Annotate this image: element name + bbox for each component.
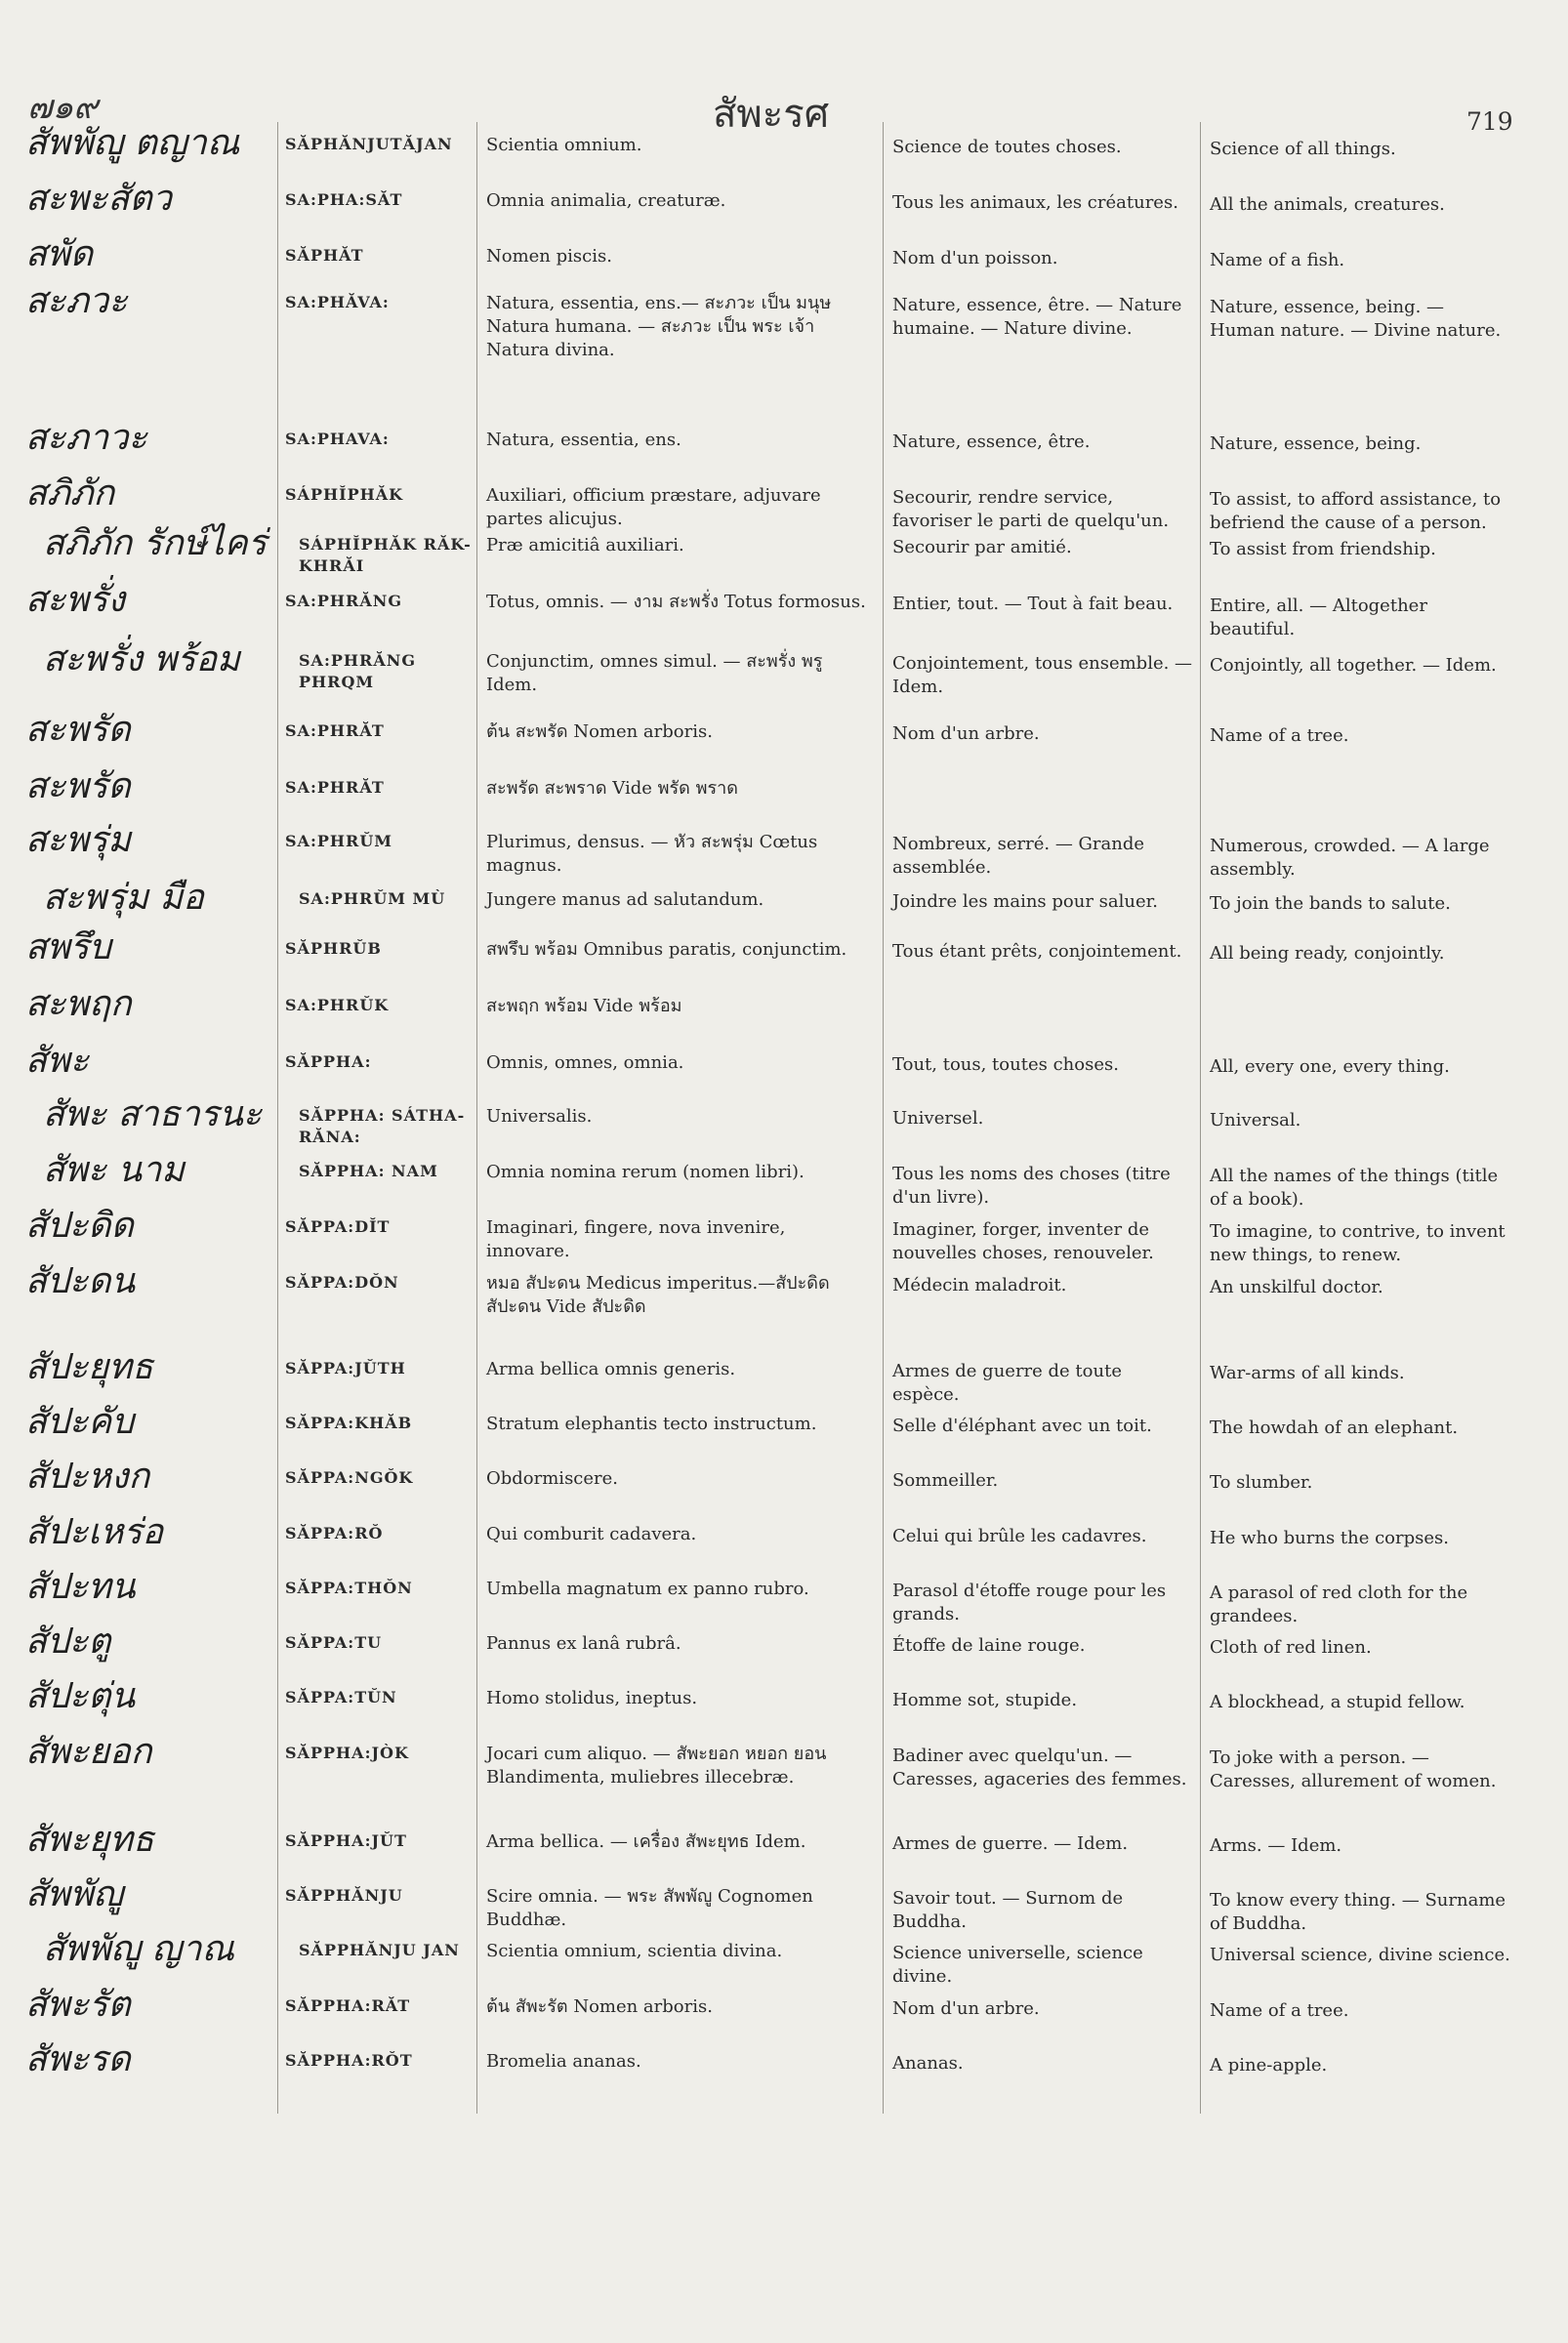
english-definition: All, every one, every thing. xyxy=(1210,1056,1450,1077)
dictionary-entry xyxy=(0,1456,1568,1511)
romanization: SA:PHA:SĂT xyxy=(285,190,403,209)
english-definition: Universal. xyxy=(1210,1110,1301,1130)
thai-headword: สะพรั่ง พร้อม xyxy=(43,639,240,679)
latin-definition: Plurimus, densus. — หัว สะพรุ่ม Cœtus magnus. xyxy=(486,832,818,876)
romanization: SĂPPHĂNJU xyxy=(285,1886,403,1905)
english-definition: To imagine, to contrive, to invent new things, to renew. xyxy=(1210,1221,1506,1265)
romanization: SĂPPA:THŎN xyxy=(285,1579,413,1597)
latin-definition: Stratum elephantis tecto instructum. xyxy=(486,1414,817,1434)
dictionary-entry xyxy=(0,1984,1568,2038)
english-definition: A blockhead, a stupid fellow. xyxy=(1210,1692,1465,1712)
thai-headword: สะพรัด xyxy=(25,766,131,806)
english-definition: Name of a fish. xyxy=(1210,250,1345,270)
french-definition: Nombreux, serré. — Grande assemblée. xyxy=(892,834,1145,878)
romanization: SA:PHRŬM MÙ xyxy=(299,889,446,908)
latin-definition: สะพฤก พร้อม Vide พร้อม xyxy=(486,996,682,1016)
dictionary-entry xyxy=(0,819,1568,880)
latin-definition: Jocari cum aliquo. — สัพะยอก หยอก ยอน Blandimenta, muliebres illecebræ. xyxy=(486,1744,827,1788)
french-definition: Entier, tout. — Tout à fait beau. xyxy=(892,594,1174,614)
english-definition: To joke with a person. — Caresses, allurement of women. xyxy=(1210,1747,1497,1791)
thai-headword: สัปะทน xyxy=(25,1567,136,1607)
dictionary-entry xyxy=(0,1205,1568,1265)
romanization: SĂPPA:TŬN xyxy=(285,1688,397,1706)
dictionary-entry xyxy=(0,1731,1568,1819)
latin-definition: Omnia nomina rerum (nomen libri). xyxy=(486,1162,805,1182)
dictionary-entry xyxy=(0,1149,1568,1210)
english-definition: He who burns the corpses. xyxy=(1210,1528,1449,1548)
thai-headword: สัปะดน xyxy=(25,1261,136,1301)
romanization: SA:PHRĂT xyxy=(285,778,385,797)
french-definition: Homme sot, stupide. xyxy=(892,1690,1078,1710)
english-definition: To assist from friendship. xyxy=(1210,539,1436,559)
dictionary-entry xyxy=(0,1511,1568,1566)
english-definition: Science of all things. xyxy=(1210,139,1396,159)
latin-definition: Nomen piscis. xyxy=(486,246,612,267)
dictionary-entry xyxy=(0,233,1568,280)
romanization: SĂPPHĂNJU JAN xyxy=(299,1941,460,1959)
thai-headword: สัปะเหร่อ xyxy=(25,1512,164,1552)
french-definition: Universel. xyxy=(892,1108,984,1129)
thai-headword: สัปะตุ่น xyxy=(25,1676,136,1716)
romanization: SĂPPHA:RŎT xyxy=(285,2051,413,2070)
thai-headword: สัพะ สาธารนะ xyxy=(43,1094,263,1134)
french-definition: Conjointement, tous ensemble. — Idem. xyxy=(892,653,1193,697)
french-definition: Nom d'un arbre. xyxy=(892,1998,1040,2019)
french-definition: Secourir par amitié. xyxy=(892,537,1072,557)
french-definition: Tous les animaux, les créatures. xyxy=(892,192,1178,213)
english-definition: An unskilful doctor. xyxy=(1210,1277,1383,1297)
dictionary-entry xyxy=(0,926,1568,983)
latin-definition: ต้น สัพะรัต Nomen arboris. xyxy=(486,1996,713,2017)
dictionary-entry xyxy=(0,1675,1568,1731)
latin-definition: Scientia omnium. xyxy=(486,135,642,155)
french-definition: Savoir tout. — Surnom de Buddha. xyxy=(892,1888,1124,1932)
romanization: SA:PHRŬK xyxy=(285,996,390,1014)
english-definition: Nature, essence, being. — Human nature. — Divine nature. xyxy=(1210,297,1502,341)
thai-headword: สพรึบ xyxy=(25,927,111,967)
latin-definition: Auxiliari, officium præstare, adjuvare partes alicujus. xyxy=(486,485,821,529)
dictionary-entry xyxy=(0,1093,1568,1149)
romanization: SĂPPA:DĬT xyxy=(285,1217,391,1236)
romanization: SÁPHĬPHĂK RĂK-KHRĂI xyxy=(299,535,472,575)
french-definition: Tous étant prêts, conjointement. xyxy=(892,941,1182,962)
romanization: SA:PHAVA: xyxy=(285,430,390,448)
french-definition: Armes de guerre de toute espèce. xyxy=(892,1361,1122,1405)
dictionary-entry xyxy=(0,122,1568,178)
romanization: SĂPPA:RŎ xyxy=(285,1524,384,1542)
french-definition: Badiner avec quelqu'un. — Caresses, agaceries des femmes. xyxy=(892,1746,1187,1789)
latin-definition: Omnia animalia, creaturæ. xyxy=(486,190,726,211)
english-definition: All the animals, creatures. xyxy=(1210,194,1445,215)
french-definition xyxy=(892,983,1193,997)
french-definition: Tous les noms des choses (titre d'un livre). xyxy=(892,1164,1171,1208)
dictionary-entry xyxy=(0,1928,1568,1987)
thai-headword: สะพะสัตว xyxy=(25,179,172,219)
dictionary-entry xyxy=(0,1621,1568,1675)
french-definition: Science universelle, science divine. xyxy=(892,1943,1143,1987)
romanization: SA:PHRĂNG xyxy=(285,592,403,610)
thai-page-number: ๗๑๙ xyxy=(27,88,99,127)
latin-definition: สพรึบ พร้อม Omnibus paratis, conjunctim. xyxy=(486,939,847,960)
latin-definition: Conjunctim, omnes simul. — สะพรั่ง พรู Idem. xyxy=(486,651,823,695)
french-definition: Étoffe de laine rouge. xyxy=(892,1635,1086,1656)
thai-headword: สัปะคับ xyxy=(25,1402,135,1442)
entry-list xyxy=(0,122,1568,2094)
dictionary-entry xyxy=(0,983,1568,1040)
thai-headword: สะพรัด xyxy=(25,710,131,750)
english-definition xyxy=(1210,983,1512,999)
dictionary-entry xyxy=(0,765,1568,819)
thai-headword: สัพพัญู xyxy=(25,1874,124,1914)
thai-headword: สัพพัญู ตญาณ xyxy=(25,123,240,163)
dictionary-entry xyxy=(0,579,1568,638)
romanization: SA:PHRŬM xyxy=(285,832,392,850)
french-definition: Science de toutes choses. xyxy=(892,137,1122,157)
english-definition: Entire, all. — Altogether beautiful. xyxy=(1210,596,1427,639)
thai-headword: สะพรุ่ม xyxy=(25,820,132,860)
french-definition xyxy=(892,765,1193,779)
french-definition: Parasol d'étoffe rouge pour les grands. xyxy=(892,1581,1167,1624)
french-definition: Selle d'éléphant avec un toit. xyxy=(892,1416,1152,1436)
romanization: SĂPPHA: NAM xyxy=(299,1162,438,1180)
french-definition: Armes de guerre. — Idem. xyxy=(892,1833,1129,1854)
dictionary-entry xyxy=(0,1566,1568,1626)
dictionary-entry xyxy=(0,1040,1568,1093)
dictionary-entry xyxy=(0,709,1568,765)
romanization: SĂPPA:DŎN xyxy=(285,1273,399,1292)
english-definition: Arms. — Idem. xyxy=(1210,1835,1342,1856)
thai-headword: สัพะรัต xyxy=(25,1985,131,2025)
french-definition: Joindre les mains pour saluer. xyxy=(892,891,1158,912)
thai-headword: สัพะรด xyxy=(25,2039,131,2079)
dictionary-entry xyxy=(0,1819,1568,1873)
romanization: SĂPPA:NGŎK xyxy=(285,1468,414,1487)
english-definition: Cloth of red linen. xyxy=(1210,1637,1372,1658)
french-definition: Celui qui brûle les cadavres. xyxy=(892,1526,1147,1546)
thai-headword: สัปะตู xyxy=(25,1622,111,1662)
dictionary-entry xyxy=(0,522,1568,579)
english-definition: Universal science, divine science. xyxy=(1210,1945,1510,1965)
dictionary-entry xyxy=(0,1260,1568,1346)
french-definition: Secourir, rendre service, favoriser le parti de quelqu'un. xyxy=(892,487,1170,531)
english-definition: To slumber. xyxy=(1210,1472,1313,1493)
dictionary-entry xyxy=(0,417,1568,473)
thai-headword: สภิภัก รักษ์ไคร่ xyxy=(43,523,268,563)
french-definition: Nom d'un arbre. xyxy=(892,723,1040,744)
french-definition: Ananas. xyxy=(892,2053,964,2074)
dictionary-entry xyxy=(0,1346,1568,1405)
romanization: SĂPPHA: xyxy=(285,1052,372,1071)
latin-definition: หมอ สัปะดน Medicus imperitus.—สัปะดิด สัปะดน Vide สัปะดิด xyxy=(486,1273,830,1317)
english-definition: All being ready, conjointly. xyxy=(1210,943,1445,964)
page-number: 719 xyxy=(1466,107,1513,136)
english-definition xyxy=(1210,765,1512,781)
latin-definition: Natura, essentia, ens.— สะภวะ เป็น มนุษ Natura humana. — สะภวะ เป็น พระ เจ้า Natura divina. xyxy=(486,293,832,360)
english-definition: Nature, essence, being. xyxy=(1210,433,1422,454)
thai-headword: สัปะดิด xyxy=(25,1206,134,1246)
french-definition: Nature, essence, être. — Nature humaine. — Nature divine. xyxy=(892,295,1182,339)
romanization: SĂPHRŬB xyxy=(285,939,382,958)
thai-headword: สะพรั่ง xyxy=(25,580,125,620)
thai-headword: สะพฤก xyxy=(25,984,132,1024)
latin-definition: Homo stolidus, ineptus. xyxy=(486,1688,698,1708)
romanization: SĂPPHA:JŬT xyxy=(285,1831,407,1850)
thai-headword: สัพะ xyxy=(25,1041,90,1081)
english-definition: To assist, to afford assistance, to befriend the cause of a person. xyxy=(1210,489,1502,533)
latin-definition: Umbella magnatum ex panno rubro. xyxy=(486,1579,809,1599)
dictionary-entry xyxy=(0,2038,1568,2094)
thai-headword: สะภวะ xyxy=(25,281,128,321)
english-definition: To know every thing. — Surname of Buddha. xyxy=(1210,1890,1506,1934)
french-definition: Nom d'un poisson. xyxy=(892,248,1058,268)
latin-definition: Arma bellica omnis generis. xyxy=(486,1359,736,1379)
dictionary-entry xyxy=(0,877,1568,926)
english-definition: Conjointly, all together. — Idem. xyxy=(1210,655,1497,676)
latin-definition: Universalis. xyxy=(486,1106,593,1127)
thai-headword: สะภาวะ xyxy=(25,418,147,458)
latin-definition: Qui comburit cadavera. xyxy=(486,1524,697,1544)
romanization: SĂPHĂNJUTĂJAN xyxy=(285,135,453,153)
latin-definition: สะพรัด สะพราด Vide พรัด พราด xyxy=(486,778,738,799)
thai-headword: สะพรุ่ม มือ xyxy=(43,878,204,918)
thai-headword: สัปะยุทธ xyxy=(25,1347,153,1387)
romanization: SĂPPA:KHĂB xyxy=(285,1414,413,1432)
thai-headword: สัพะยอก xyxy=(25,1732,152,1772)
english-definition: To join the bands to salute. xyxy=(1210,893,1451,914)
english-definition: Numerous, crowded. — A large assembly. xyxy=(1210,836,1490,880)
english-definition: War-arms of all kinds. xyxy=(1210,1363,1405,1383)
romanization: SĂPPA:TU xyxy=(285,1633,383,1652)
dictionary-entry xyxy=(0,280,1568,417)
english-definition: Name of a tree. xyxy=(1210,725,1349,746)
thai-headword: สพัด xyxy=(25,234,94,274)
latin-definition: Scientia omnium, scientia divina. xyxy=(486,1941,783,1961)
french-definition: Tout, tous, toutes choses. xyxy=(892,1054,1119,1075)
english-definition: The howdah of an elephant. xyxy=(1210,1418,1459,1438)
latin-definition: Jungere manus ad salutandum. xyxy=(486,889,764,910)
latin-definition: Omnis, omnes, omnia. xyxy=(486,1052,684,1073)
dictionary-entry xyxy=(0,1401,1568,1456)
running-header: สัพะรศ xyxy=(713,92,830,137)
french-definition: Médecin maladroit. xyxy=(892,1275,1067,1295)
thai-headword: สัพะ นาม xyxy=(43,1150,186,1190)
french-definition: Sommeiller. xyxy=(892,1470,999,1491)
romanization: SĂPPHA: SÁTHA-RĂNA: xyxy=(299,1106,466,1146)
french-definition: Imaginer, forger, inventer de nouvelles choses, renouveler. xyxy=(892,1219,1154,1263)
latin-definition: Bromelia ananas. xyxy=(486,2051,641,2072)
latin-definition: Natura, essentia, ens. xyxy=(486,430,681,450)
romanization: SĂPPA:JŬTH xyxy=(285,1359,406,1377)
thai-headword: สัปะหงก xyxy=(25,1457,150,1497)
thai-headword: สัพพัญู ญาณ xyxy=(43,1929,234,1969)
dictionary-entry xyxy=(0,1873,1568,1934)
english-definition: All the names of the things (title of a book). xyxy=(1210,1166,1499,1210)
dictionary-entry xyxy=(0,178,1568,233)
romanization: SA:PHRĂNG PHRQM xyxy=(299,651,417,691)
latin-definition: ต้น สะพรัด Nomen arboris. xyxy=(486,721,713,742)
latin-definition: Totus, omnis. — งาม สะพรั่ง Totus formosus. xyxy=(486,592,866,612)
romanization: SÁPHĬPHĂK xyxy=(285,485,404,504)
romanization: SA:PHRĂT xyxy=(285,721,385,740)
english-definition: A pine-apple. xyxy=(1210,2055,1328,2076)
romanization: SĂPHĂT xyxy=(285,246,364,265)
dictionary-entry xyxy=(0,473,1568,533)
french-definition: Nature, essence, être. xyxy=(892,432,1091,452)
romanization: SĂPPHA:JÒK xyxy=(285,1744,409,1762)
english-definition: A parasol of red cloth for the grandees. xyxy=(1210,1583,1468,1626)
thai-headword: สภิภัก xyxy=(25,473,115,514)
latin-definition: Obdormiscere. xyxy=(486,1468,619,1489)
latin-definition: Arma bellica. — เครื่อง สัพะยุทธ Idem. xyxy=(486,1831,806,1852)
romanization: SA:PHĂVA: xyxy=(285,293,390,311)
latin-definition: Pannus ex lanâ rubrâ. xyxy=(486,1633,681,1654)
romanization: SĂPPHA:RĂT xyxy=(285,1996,411,2015)
dictionary-entry xyxy=(0,638,1568,709)
thai-headword: สัพะยุทธ xyxy=(25,1820,154,1860)
latin-definition: Imaginari, fingere, nova invenire, innovare. xyxy=(486,1217,786,1261)
english-definition: Name of a tree. xyxy=(1210,2000,1349,2021)
latin-definition: Scire omnia. — พระ สัพพัญู Cognomen Buddhæ. xyxy=(486,1886,813,1930)
latin-definition: Præ amicitiâ auxiliari. xyxy=(486,535,684,555)
